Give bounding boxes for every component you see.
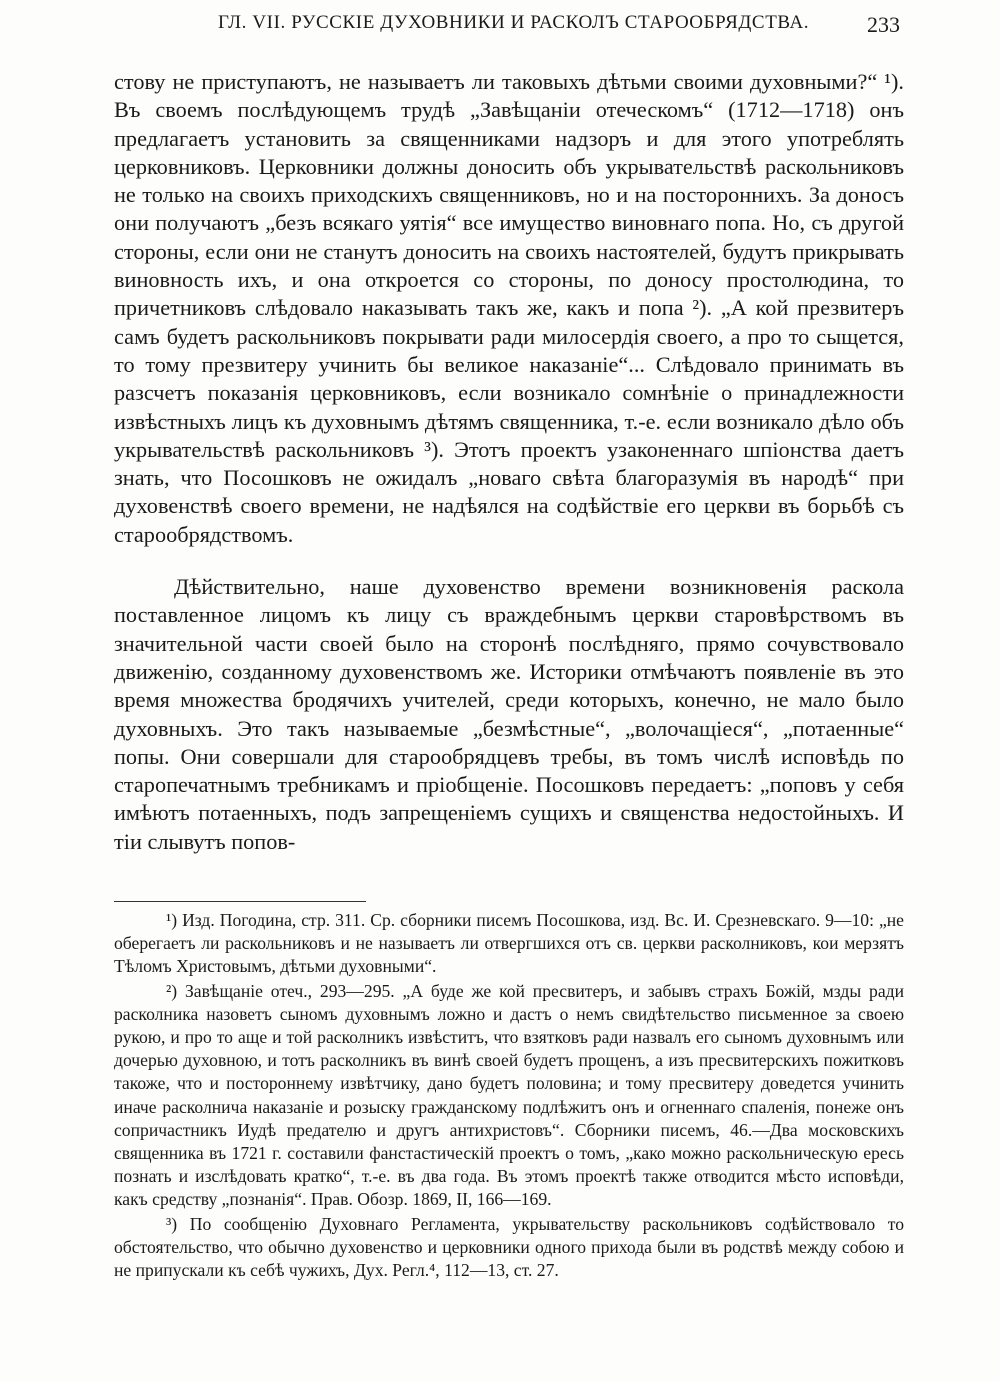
- footnote-2: ²) Завѣщаніе отеч., 293—295. „А буде же кой пресвитеръ, и забывъ страхъ Божій, мзды ради расколника назоветъ сыномъ духовнымъ ложно и дастъ о немъ свидѣтельство письменное за своею рукою, и про то аще и той расколникъ извѣститъ, что взятковъ ради назвалъ его сыномъ духовнымъ или дочерью духовною, и тотъ расколникъ въ винѣ своей будетъ прощенъ, а изъ пресвитерскихъ пожитковъ такоже, что и постороннему извѣтчику, дано будетъ половина; и тому пресвитеру доведется учинить иначе расколнича наказаніе и розыску гражданскому подлѣжитъ онъ и огненнаго спаленія, понеже онъ сопричастникъ Иудѣ предателю и другъ антихристовъ“. Сборники писемъ, 46.—Два московскихъ священника въ 1721 г. составили фанстастическій проектъ о томъ, „како можно раскольническую ересь познать и изслѣдовать кратко“, т.-е. въ два года. Въ этомъ проектѣ также отводится мѣсто исповѣди, какъ средству „познанія“. Прав. Обозр. 1869, II, 166—169.: [114, 980, 904, 1210]
- chapter-title: ГЛ. VII. РУССКІЕ ДУХОВНИКИ И РАСКОЛЪ СТАРООБРЯДСТВА.: [218, 12, 810, 33]
- paragraph-2: Дѣйствительно, наше духовенство времени возникновенія раскола поставленное лицомъ къ лицу съ враждебнымъ церкви старовѣрствомъ въ значительной части своей было на сторонѣ послѣдняго, прямо сочувствовало движенію, созданному духовенствомъ же. Историки отмѣчаютъ появленіе въ это время множества бродячихъ учителей, среди которыхъ, конечно, не мало было духовныхъ. Это такъ называемые „безмѣстные“, „волочащіеся“, „потаенные“ попы. Они совершали для старообрядцевъ требы, въ томъ числѣ исповѣдь по старопечатнымъ требникамъ и пріобщеніе. Посошковъ передаетъ: „поповъ у себя имѣютъ потаенныхъ, подъ запрещеніемъ сущихъ и священства недостойныхъ. И тіи слывутъ попов-: [114, 574, 904, 854]
- main-text: [114, 68, 904, 856]
- footnote-1: ¹) Изд. Погодина, стр. 311. Ср. сборники писемъ Посошкова, изд. Вс. И. Срезневскаго. 9—10: „не оберегаетъ ли раскольниковъ и не называетъ ли отвергшихся отъ св. церкви расколниковъ, кои мерзятъ Тѣломъ Христовымъ, дѣтьми духовными“.: [114, 910, 904, 977]
- paragraph-1: стову не приступаютъ, не называетъ ли таковыхъ дѣтьми своими духовными?“ ¹). Въ своемъ послѣдующемъ трудѣ „Завѣщаніи отеческомъ“ (1712—1718) онъ предлагаетъ установить за священниками надзоръ и для этого употреблять церковниковъ. Церковники должны доносить объ укрывательствѣ раскольниковъ не только на своихъ приходскихъ священниковъ, но и на постороннихъ. За доносъ они получаютъ „безъ всякаго уятія“ все имущество виновнаго попа. Но, съ другой стороны, если они не станутъ доносить на своихъ настоятелей, будутъ прикрывать виновность ихъ, и она откроется со стороны, по доносу простолюдина, то причетниковъ слѣдовало наказывать такъ же, какъ и попа ²). „А кой презвитеръ самъ будетъ раскольниковъ покрывати ради милосердія своего, а про то сыщется, то тому презвитеру учинить бы великое наказаніе“... Слѣдовало принимать въ разсчетъ показанія церковниковъ, если возникало сомнѣніе о принадлежности извѣстныхъ лицъ къ духовнымъ дѣтямъ священника, т.-е. если возникало дѣло объ укрывательствѣ раскольниковъ ³). Этотъ проектъ узаконеннаго шпіонства даетъ знать, что Посошковъ не ожидалъ „новаго свѣта благоразумія въ народѣ“ при духовенствѣ своего времени, не надѣялся на содѣйствіе его церкви въ борьбѣ съ старообрядствомъ.: [114, 69, 904, 547]
- footnote-divider: [114, 901, 366, 902]
- footnotes: [114, 909, 904, 1282]
- page-number: 233: [867, 12, 900, 37]
- running-head: [114, 10, 904, 50]
- footnote-3: ³) По сообщенію Духовнаго Регламента, укрывательству раскольниковъ содѣйствовало то обстоятельство, что обычно духовенство и церковники одного прихода были въ родствѣ между собою и не припускали къ себѣ чужихъ, Дух. Регл.⁴, 112—13, ст. 27.: [114, 1213, 904, 1281]
